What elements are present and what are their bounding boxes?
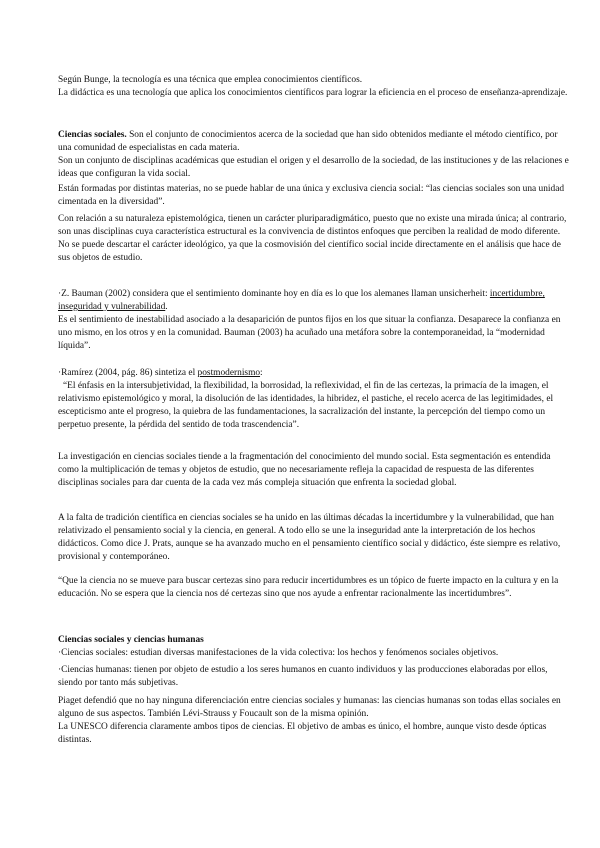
ramirez-lead: ·Ramírez (2004, pág. 86) sintetiza el xyxy=(58,368,198,378)
ramirez-lead-paragraph xyxy=(58,367,570,380)
humanas-humanas-bullet: ·Ciencias humanas: tienen por objeto de estudio a los seres humanos en cuanto individuos y las producciones elaboradas por ellos, siendo por tanto más subjetivas. xyxy=(58,665,548,688)
unesco-paragraph: La UNESCO diferencia claramente ambos tipos de ciencias. El objetivo de ambas es único, el hombre, aunque visto desde ópticas distintas. xyxy=(58,722,547,745)
ramirez-end: : xyxy=(260,368,263,378)
bunge-paragraph: Según Bunge, la tecnología es una técnica que emplea conocimientos científicos. xyxy=(58,75,363,85)
sociales-section xyxy=(58,129,570,265)
intro-section xyxy=(58,74,570,100)
sociales-title: Ciencias sociales. xyxy=(58,130,127,140)
ramirez-section xyxy=(58,367,570,432)
sociales-paragraph-2: Son un conjunto de disciplinas académicas que estudian el origen y el desarrollo de la sociedad, de las instituciones y de las relaciones e ideas que configuran la vida social. xyxy=(58,156,569,179)
humanas-sociales-bullet: ·Ciencias sociales: estudian diversas manifestaciones de la vida colectiva: los hechos y fenómenos sociales objetivos. xyxy=(58,648,499,658)
ramirez-term: postmodernismo xyxy=(197,368,261,378)
quote-ciencia-paragraph: “Que la ciencia no se mueve para buscar certezas sino para reducir incertidumbres es un tópico de fuerte impacto en la cultura y en la educación. No se espera que la ciencia nos dé certezas sino que nos ayude a enfrentar racionalmente las incertidumbres”. xyxy=(58,576,559,599)
bauman-section xyxy=(58,288,570,353)
humanas-section xyxy=(58,634,570,747)
didactica-paragraph: La didáctica es una tecnología que aplica los conocimientos científicos para lograr la eficiencia en el proceso de enseñanza-aprendizaje. xyxy=(58,88,568,98)
sociales-definition xyxy=(58,129,570,155)
bauman-end: . xyxy=(165,302,168,312)
bauman-terms: incertidumbre, inseguridad y vulnerabilidad xyxy=(58,289,545,312)
bauman-paragraph-2: Es el sentimiento de inestabilidad asociado a la desaparición de puntos fijos en los que situar la confianza. Desaparece la confianza en uno mismo, en los otros y en la comunidad. Bauman (2003) ha acuñado una metáfora sobre la contemporaneidad, la “modernidad líquida”. xyxy=(58,315,561,351)
tradicion-paragraph: A la falta de tradición científica en ciencias sociales se ha unido en las últimas décadas la incertidumbre y la vulnerabilidad, que han relativizado el pensamiento social y la ciencia, en general. A todo ello se une la inseguridad ante la interpretación de los hechos didácticos. Como dice J. Prats, aunque se ha avanzado mucho en el pensamiento científico social y didáctico, éste siempre es relativo, provisional y contemporáneo. xyxy=(58,513,561,562)
investigacion-paragraph: La investigación en ciencias sociales tiende a la fragmentación del conocimiento del mundo social. Esta segmentación es entendida como la multiplicación de temas y objetos de estudio, que no necesariamente refleja la capacidad de respuesta de las diferentes disciplinas sociales para dar cuenta de la cada vez más compleja situación que enfrenta la sociedad global. xyxy=(58,452,551,488)
sociales-paragraph-3: Están formadas por distintas materias, no se puede hablar de una única y exclusiva ciencia social: “las ciencias sociales son una unidad cimentada en la diversidad”. xyxy=(58,184,565,207)
bauman-lead: ·Z. Bauman (2002) considera que el sentimiento dominante hoy en día es lo que los alemanes llaman unsicherheit: xyxy=(58,289,490,299)
piaget-paragraph: Piaget defendió que no hay ninguna diferenciación entre ciencias sociales y humanas: las ciencias humanas son todas ellas sociales en alguno de sus aspectos. También Lévi-Strauss y Foucault son de la misma opinión. xyxy=(58,696,561,719)
humanas-title-text: Ciencias sociales y ciencias humanas xyxy=(58,635,204,645)
bauman-lead-paragraph xyxy=(58,288,570,314)
ramirez-quote: “El énfasis en la intersubjetividad, la flexibilidad, la borrosidad, la reflexividad, el fin de las certezas, la primacía de la imagen, el relativismo epistemológico y moral, la disolución de las identidades, la hibridez, el pastiche, el recelo acerca de las legitimidades, el escepticismo ante el progreso, la quiebra de las fundamentaciones, la sacralización del instante, la percepción del tiempo como un perpetuo presente, la pérdida del sentido de toda trascendencia”. xyxy=(58,381,554,430)
humanas-title xyxy=(58,634,570,647)
sociales-paragraph-4: Con relación a su naturaleza epistemológica, tienen un carácter pluriparadigmático, puesto que no existe una mirada única; al contrario, son unas disciplinas cuya característica estructural es la convivencia de distintos enfoques que perciben la realidad de modo diferente. No se puede descartar el carácter ideológico, ya que la cosmovisión del científico social incide directamente en el análisis que hace de sus objetos de estudio. xyxy=(58,214,567,263)
sociales-def-text: Son el conjunto de conocimientos acerca de la sociedad que han sido obtenidos mediante el método científico, por una comunidad de especialistas en cada materia. xyxy=(58,130,558,153)
